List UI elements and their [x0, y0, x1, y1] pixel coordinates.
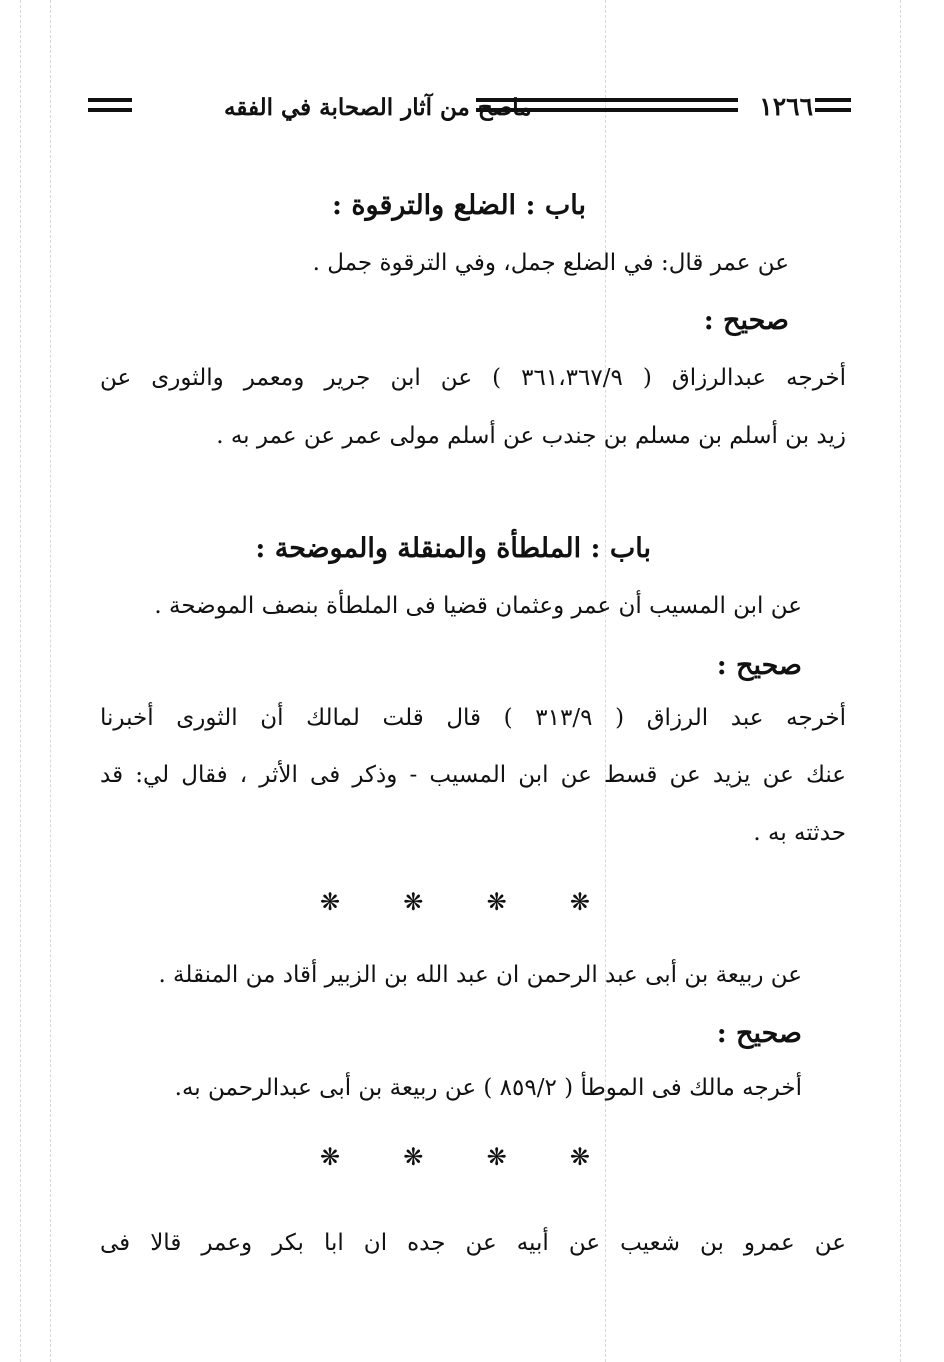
header-rule	[815, 108, 851, 112]
separator-star: ❋	[403, 888, 424, 916]
running-title: ماصح من آثار الصحابة في الفقه	[224, 94, 532, 121]
verdict-label: صحيح :	[716, 650, 802, 681]
source-text: عنك عن يزيد عن قسط عن ابن المسيب - وذكر فى الأثر ، فقال لي: قد	[100, 762, 846, 788]
source-text: حدثته به .	[753, 820, 846, 846]
narration-text: عن ابن المسيب أن عمر وعثمان قضيا فى الملطأة بنصف الموضحة .	[154, 593, 802, 619]
scan-artifact-line	[900, 0, 901, 1362]
running-header	[88, 92, 851, 122]
scan-artifact-line	[50, 0, 51, 1362]
separator-star: ❋	[569, 888, 590, 916]
separator-star: ❋	[320, 1143, 341, 1171]
separator-star: ❋	[403, 1143, 424, 1171]
header-rule	[88, 108, 132, 112]
source-text: أخرجه عبد الرزاق ( ٣١٣/٩ ) قال قلت لمالك أن الثورى أخبرنا	[100, 705, 846, 731]
separator-star: ❋	[486, 888, 507, 916]
source-text: أخرجه عبدالرزاق ( ٣٦١،٣٦٧/٩ ) عن ابن جرير ومعمر والثورى عن	[100, 365, 846, 391]
page-number: ١٢٦٦	[759, 92, 813, 121]
section-separator	[320, 1143, 590, 1171]
section-heading: باب : الضلع والترقوة :	[332, 190, 586, 221]
scan-artifact-line	[20, 0, 21, 1362]
scan-artifact-line	[605, 0, 606, 1362]
narration-text: عن عمرو بن شعيب عن أبيه عن جده ان ابا بكر وعمر قالا فى	[100, 1230, 846, 1256]
source-text: زيد بن أسلم بن مسلم بن جندب عن أسلم مولى عمر عن عمر به .	[216, 423, 846, 449]
source-text: أخرجه مالك فى الموطأ ( ٨٥٩/٢ ) عن ربيعة بن أبى عبدالرحمن به.	[174, 1075, 802, 1101]
verdict-label: صحيح :	[703, 305, 789, 336]
separator-star: ❋	[486, 1143, 507, 1171]
separator-star: ❋	[569, 1143, 590, 1171]
narration-text: عن عمر قال: في الضلع جمل، وفي الترقوة جمل .	[312, 250, 789, 276]
header-rule	[88, 98, 132, 102]
header-rule	[815, 98, 851, 102]
separator-star: ❋	[320, 888, 341, 916]
verdict-label: صحيح :	[716, 1018, 802, 1049]
section-heading: باب : الملطأة والمنقلة والموضحة :	[255, 533, 651, 564]
narration-text: عن ربيعة بن أبى عبد الرحمن ان عبد الله بن الزبير أقاد من المنقلة .	[158, 962, 802, 988]
section-separator	[320, 888, 590, 916]
